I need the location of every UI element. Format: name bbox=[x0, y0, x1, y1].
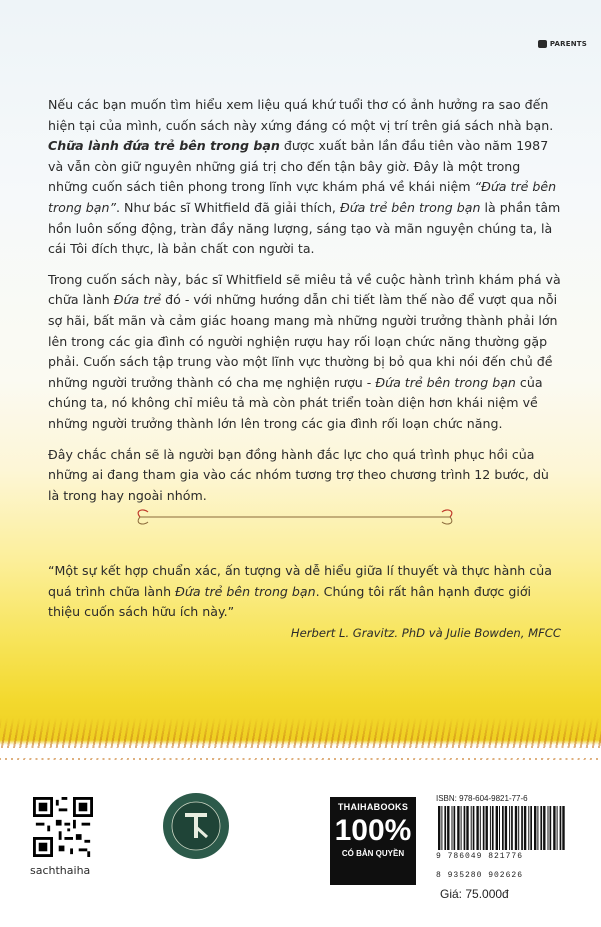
p2-end: của chúng ta, nó không chỉ miêu tả mà còn phát triển toàn diện hơn khái niệm về những người trưởng thành lớn lên trong các gia đình rối loạn chức năng. bbox=[48, 374, 543, 431]
qr-label: sachthaiha bbox=[30, 864, 91, 877]
quote-start: “Một sự kết hợp chuẩn xác, ấn tượng và dễ hiểu giữa lí thuyết và thực hành của quá trình chữa lành bbox=[48, 563, 552, 599]
isbn: ISBN: 978-604-9821-77-6 bbox=[436, 794, 528, 803]
p1-after-title: được xuất bản lần đầu tiên vào năm 1987 và vẫn còn giữ nguyên những giá trị cho đến tận bây giờ. Đây là một trong những cuốn sách tiên phong trong lĩnh vực khám phá về khái niệm bbox=[48, 138, 549, 195]
badge-brand: THAIHABOOKS bbox=[337, 802, 409, 812]
barcode-bar bbox=[464, 806, 466, 850]
badge-caption: CÓ BẢN QUYỀN bbox=[341, 849, 405, 858]
isbn-barcode bbox=[430, 806, 570, 850]
barcode-bar bbox=[524, 806, 526, 850]
thaiha-seal-logo bbox=[161, 791, 231, 861]
p1-end: là phần tâm hồn luôn sống động, tràn đầy năng lượng, sáng tạo và mãn nguyện chúng ta, là cái Tôi đích thực, là bản chất con người ta. bbox=[48, 199, 561, 257]
barcode-bar bbox=[505, 806, 507, 850]
barcode-bar bbox=[511, 806, 513, 850]
paragraph-3: Đây chắc chắn sẽ là người bạn đồng hành đắc lực cho quá trình phục hồi của những ai đang tham gia vào các nhóm tương trợ theo chương trình 12 bước, dù là trong hay ngoài nhóm. bbox=[48, 446, 549, 503]
p1-intro: Nếu các bạn muốn tìm hiểu xem liệu quá khứ tuổi thơ có ảnh hưởng ra sao đến hiện tại của mình, cuốn sách này xứng đáng có một vị trí trên giá sách nhà bạn. bbox=[48, 97, 554, 133]
publisher-tag-label: PARENTS bbox=[549, 40, 587, 48]
barcode-bar bbox=[521, 806, 523, 850]
p1-mid: . Như bác sĩ Whitfield đã giải thích, bbox=[116, 199, 340, 215]
barcode-bar bbox=[528, 806, 529, 850]
barcode-bar bbox=[537, 806, 538, 850]
publisher-tag bbox=[538, 40, 587, 48]
qr-code bbox=[33, 797, 93, 857]
testimonial bbox=[48, 561, 562, 623]
barcode-bar bbox=[550, 806, 552, 850]
price: Giá: 75.000đ bbox=[440, 887, 509, 901]
p1-concept-2: Đứa trẻ bên trong bạn bbox=[339, 199, 481, 215]
barcode-bar bbox=[492, 806, 494, 850]
paragraph-2 bbox=[48, 270, 562, 435]
barcode-bar bbox=[540, 806, 542, 850]
barcode-bar bbox=[454, 806, 456, 850]
p2-mid: đó - với những hướng dẫn chi tiết làm thế nào để vượt qua nỗi sợ hãi, bất mãn và cảm giác hoang mang mà những người trưởng thành phải lớn lên trong các gia đình có người nghiện rượu hay rối loạn chức năng thường gặp phải. Cuốn sách tập trung vào một lĩnh vực thường bị bỏ qua khi nói đến chủ đề những người trưởng thành có cha mẹ nghiện rượu - bbox=[48, 292, 558, 390]
barcode-bar bbox=[480, 806, 481, 850]
p2-italic-1: Đứa trẻ bbox=[113, 292, 162, 308]
p1-concept: “Đứa trẻ bên trong bạn” bbox=[48, 179, 557, 215]
barcode-bar bbox=[515, 806, 517, 850]
barcode-bar bbox=[476, 806, 478, 850]
barcode-bar bbox=[560, 806, 562, 850]
barcode-bar bbox=[557, 806, 558, 850]
barcode-bar bbox=[562, 806, 564, 850]
ornament-divider bbox=[130, 506, 460, 528]
barcode-bar bbox=[509, 806, 510, 850]
p1-book-title: Chữa lành đứa trẻ bên trong bạn bbox=[48, 138, 280, 154]
cover-bottom-band bbox=[0, 748, 601, 758]
quote-italic: Đứa trẻ bên trong bạn bbox=[175, 583, 316, 599]
quote-end: . Chúng tôi rất hân hạnh được giới thiệu cuốn sách hữu ích này.” bbox=[48, 583, 532, 620]
barcode-bar bbox=[502, 806, 504, 850]
barcode-bar bbox=[461, 806, 462, 850]
copyright-badge bbox=[330, 797, 416, 885]
barcode-bar bbox=[518, 806, 519, 850]
barcode-secondary-number: 8 935280 902626 bbox=[436, 871, 524, 880]
barcode-bar bbox=[447, 806, 449, 850]
barcode-bar bbox=[490, 806, 491, 850]
barcode-bar bbox=[457, 806, 459, 850]
barcode-bar bbox=[499, 806, 500, 850]
barcode-bar bbox=[530, 806, 532, 850]
p2-start: Trong cuốn sách này, bác sĩ Whitfield sẽ miêu tả về cuộc hành trình khám phá và chữa lành bbox=[48, 271, 561, 308]
barcode-bar bbox=[471, 806, 472, 850]
barcode-main-number: 9 786049 821776 bbox=[436, 852, 524, 861]
barcode-bar bbox=[486, 806, 488, 850]
synopsis bbox=[48, 95, 562, 516]
barcode-bar bbox=[534, 806, 536, 850]
testimonial-text bbox=[48, 561, 562, 623]
barcode-bar bbox=[466, 806, 468, 850]
barcode-bar bbox=[543, 806, 545, 850]
barcode-bar bbox=[496, 806, 498, 850]
barcode-bar bbox=[452, 806, 453, 850]
barcode-bar bbox=[553, 806, 555, 850]
parents-series-icon bbox=[538, 40, 547, 48]
barcode-bar bbox=[483, 806, 485, 850]
testimonial-author: Herbert L. Gravitz. PhD và Julie Bowden, MFCC bbox=[290, 626, 561, 640]
barcode-bar bbox=[444, 806, 446, 850]
barcode-bar bbox=[438, 806, 440, 850]
paragraph-1 bbox=[48, 95, 562, 260]
barcode-bar bbox=[473, 806, 475, 850]
barcode-bar bbox=[548, 806, 549, 850]
barcode-bar bbox=[441, 806, 442, 850]
badge-percent: 100% bbox=[334, 814, 412, 847]
p2-italic-2: Đứa trẻ bên trong bạn bbox=[375, 374, 516, 390]
